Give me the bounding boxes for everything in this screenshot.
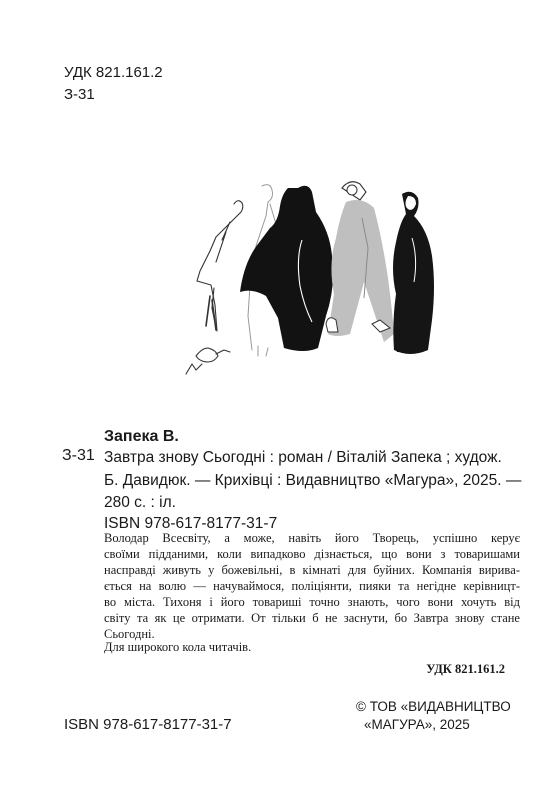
biblio-line: Б. Давидюк. — Крихівці : Видавництво «Магура», 2025. — xyxy=(104,471,522,489)
biblio-line: 280 с. : іл. xyxy=(104,494,176,512)
annotation-line: Володар Всесвіту, а може, навіть його Творець, успішно керує xyxy=(104,531,520,545)
record-isbn: ISBN 978-617-8177-31-7 xyxy=(104,515,278,532)
footer-udk: УДК 821.161.2 xyxy=(426,662,505,676)
record-bbk-code: З-31 xyxy=(62,447,95,464)
footer-isbn: ISBN 978-617-8177-31-7 xyxy=(64,716,232,733)
bibliographic-description xyxy=(104,447,524,515)
annotation-line: ється на волю — начуваймося, поліціянти, пияки та негідне керівницт- xyxy=(104,579,520,593)
udk-code: УДК 821.161.2 xyxy=(64,64,163,81)
annotation-line: світу та як це отримати. От тільки б не заснути, бо Завтра знову стане xyxy=(104,611,520,625)
annotation-line: Сьогодні. xyxy=(104,627,155,641)
cover-illustration xyxy=(176,178,446,392)
header-classification xyxy=(64,62,163,106)
annotation-line: во міста. Тихоня і його товариші точно знають, чого вони хочуть від xyxy=(104,595,520,609)
copyright-notice xyxy=(356,698,511,734)
book-annotation xyxy=(104,530,520,642)
annotation-line: своїми підданими, коли випадково дізнається, що вони з товаришами xyxy=(104,547,520,561)
bbk-code: З-31 xyxy=(64,86,95,103)
audience-note: Для широкого кола читачів. xyxy=(104,640,252,654)
record-author: Запека В. xyxy=(104,428,179,445)
biblio-line: Завтра знову Сьогодні : роман / Віталій Запека ; худож. xyxy=(104,449,502,466)
annotation-line: насправді живуть у божевільні, в кімнаті для буйних. Компанія виривa- xyxy=(104,563,520,577)
copyright-line: «МАГУРА», 2025 xyxy=(364,717,470,732)
copyright-line: © ТОВ «ВИДАВНИЦТВО xyxy=(356,699,511,714)
